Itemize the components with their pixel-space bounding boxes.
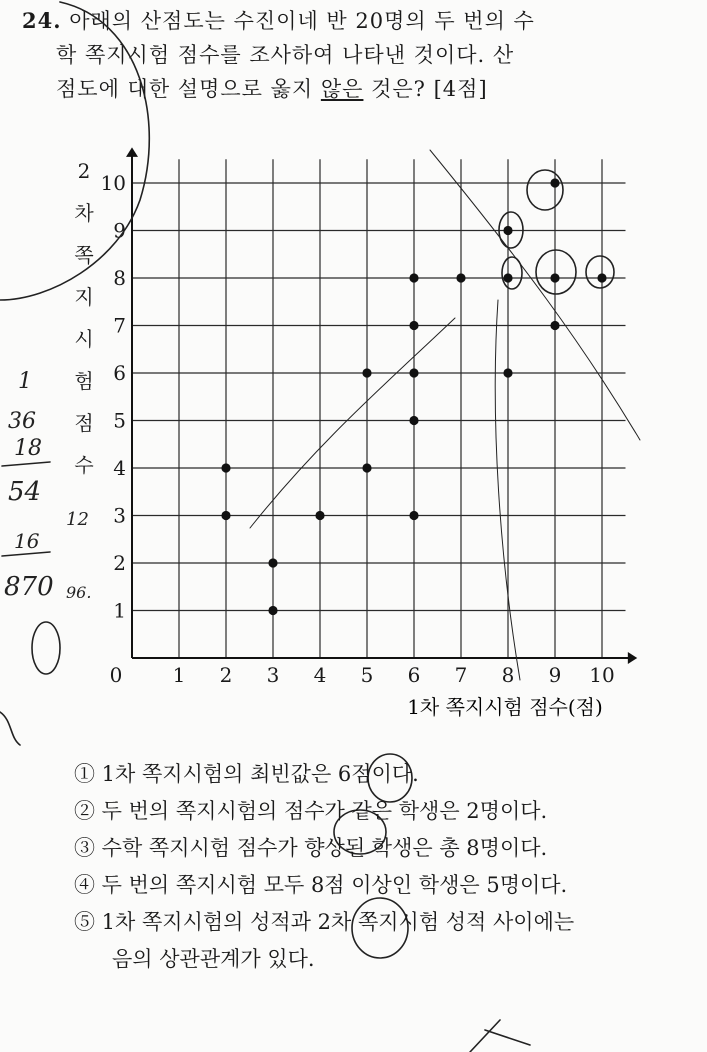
chart-tick-labels	[101, 171, 615, 687]
x-tick-label-6: 6	[407, 663, 421, 687]
data-point-13	[503, 368, 512, 377]
x-tick-label-2: 2	[219, 663, 233, 687]
handwritten-margin-notes	[4, 369, 94, 602]
question-line-1-text: 아래의 산점도는 수진이네 반 20명의 두 번의 수	[69, 9, 535, 33]
y-tick-label-2: 2	[113, 551, 126, 575]
data-point-1	[221, 463, 230, 472]
data-point-2	[268, 606, 277, 615]
data-point-4	[315, 511, 324, 520]
y-tick-label-10: 10	[100, 171, 126, 195]
data-point-5	[362, 463, 371, 472]
data-point-15	[503, 226, 512, 235]
y-label-char-3: 지	[74, 285, 94, 309]
chart-x-axis-label: 1차 쪽지시험 점수(점)	[407, 695, 603, 719]
y-label-char-0: 2	[77, 159, 91, 183]
origin-label: 0	[109, 663, 123, 687]
data-point-3	[268, 558, 277, 567]
y-label-char-7: 수	[74, 453, 94, 477]
x-tick-label-3: 3	[266, 663, 280, 687]
data-point-7	[409, 511, 418, 520]
data-point-9	[409, 368, 418, 377]
question-line-3-end: 것은? [4점]	[363, 77, 488, 101]
y-tick-label-1: 1	[113, 598, 126, 623]
y-label-char-6: 점	[74, 411, 94, 435]
data-point-10	[409, 321, 418, 330]
question-line-2: 학 쪽지시험 점수를 조사하여 나타낸 것이다. 산	[56, 43, 515, 67]
x-tick-label-10: 10	[589, 663, 615, 687]
y-tick-label-8: 8	[113, 266, 126, 290]
hand-circle-c	[502, 257, 522, 289]
margin-note-8: 96.	[66, 583, 92, 602]
option-1[interactable]: ① 1차 쪽지시험의 최빈값은 6점이다.	[74, 762, 419, 786]
y-tick-label-7: 7	[113, 313, 126, 338]
data-point-16	[550, 321, 559, 330]
chart-grid	[132, 159, 626, 658]
y-axis-arrow	[126, 147, 138, 157]
y-label-char-1: 차	[74, 201, 94, 225]
x-tick-label-8: 8	[501, 663, 515, 687]
y-tick-label-9: 9	[113, 218, 126, 243]
margin-note-3: 18	[14, 436, 42, 461]
hand-circle-a	[527, 170, 563, 210]
chart-y-axis-label	[74, 159, 94, 477]
y-label-char-2: 쪽	[74, 243, 94, 267]
hand-circle-e	[586, 256, 614, 288]
margin-note-7: 870	[4, 572, 54, 602]
x-tick-label-4: 4	[313, 663, 327, 687]
data-point-0	[221, 511, 230, 520]
x-tick-label-7: 7	[454, 663, 468, 687]
margin-note-6: 16	[14, 529, 40, 553]
y-tick-label-3: 3	[113, 503, 126, 528]
data-point-11	[409, 273, 418, 282]
y-tick-label-4: 4	[113, 456, 126, 480]
x-tick-label-1: 1	[172, 663, 186, 687]
answer-options	[74, 756, 704, 978]
margin-note-5: 12	[66, 509, 89, 530]
option-3[interactable]: ③ 수학 쪽지시험 점수가 향상된 학생은 총 8명이다.	[74, 836, 548, 860]
data-point-19	[597, 273, 606, 282]
hand-circle-d	[536, 250, 576, 294]
question-line-3-start: 점도에 대한 설명으로 옳지	[56, 77, 321, 101]
y-label-char-4: 시	[74, 327, 94, 351]
option-5-continuation: 음의 상관관계가 있다.	[112, 947, 315, 971]
hand-star-bottom	[470, 1020, 530, 1052]
hand-stroke-trend-line	[250, 318, 455, 528]
x-axis-arrow	[628, 652, 637, 664]
data-point-8	[409, 416, 418, 425]
margin-note-4: 54	[8, 477, 42, 507]
option-5[interactable]: ⑤ 1차 쪽지시험의 성적과 2차 쪽지시험 성적 사이에는	[74, 910, 575, 934]
y-tick-label-5: 5	[113, 408, 126, 433]
hand-circle-left	[32, 622, 60, 674]
margin-note-2: 36	[8, 409, 36, 434]
margin-note-1: 1	[18, 369, 32, 394]
data-point-14	[503, 273, 512, 282]
data-point-12	[456, 273, 465, 282]
hand-stroke-left-curve	[0, 712, 20, 745]
y-label-char-5: 험	[74, 369, 94, 393]
question-emphasis-word: 않은	[320, 77, 364, 101]
option-2[interactable]: ② 두 번의 쪽지시험의 점수가 같은 학생은 2명이다.	[74, 799, 548, 823]
hand-fraction-bar-1	[2, 462, 50, 466]
data-point-17	[550, 273, 559, 282]
data-point-18	[550, 178, 559, 187]
data-point-6	[362, 368, 371, 377]
y-tick-label-6: 6	[113, 361, 126, 385]
chart-axes	[126, 147, 637, 664]
question-number: 24.	[22, 8, 62, 33]
x-tick-label-9: 9	[548, 663, 562, 687]
x-tick-label-5: 5	[360, 663, 374, 687]
option-4[interactable]: ④ 두 번의 쪽지시험 모두 8점 이상인 학생은 5명이다.	[74, 873, 568, 897]
